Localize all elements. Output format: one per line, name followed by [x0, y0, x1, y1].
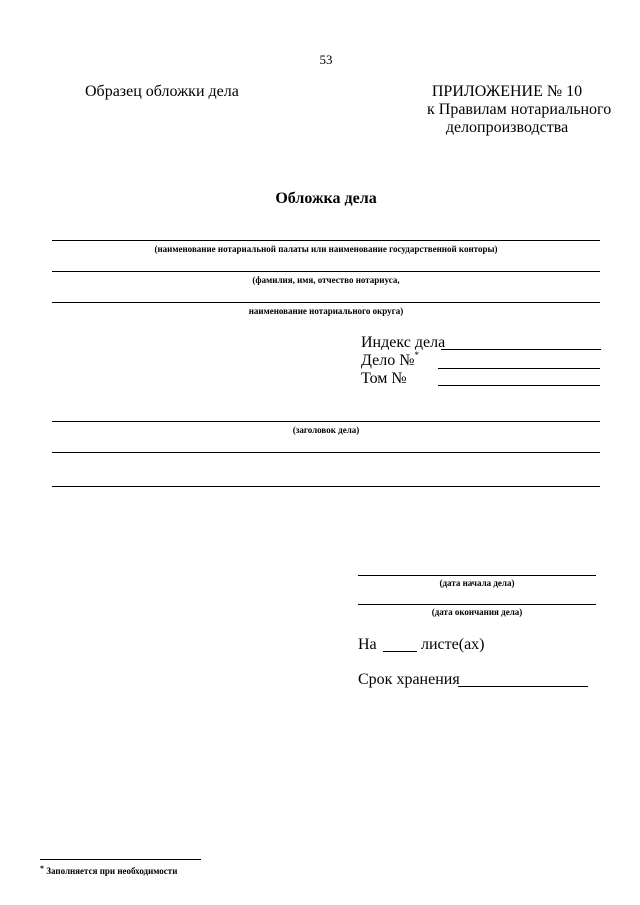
case-index-line: [441, 349, 601, 350]
sample-label: Образец обложки дела: [85, 83, 239, 100]
start-date-caption: (дата начала дела): [439, 578, 515, 588]
notary-name-caption: (фамилия, имя, отчество нотариуса,: [252, 275, 400, 285]
district-caption: наименование нотариального округа): [248, 306, 404, 316]
page-number: 53: [319, 52, 333, 67]
case-number-label: [361, 352, 419, 370]
case-number-line: [438, 368, 600, 369]
case-heading-line-3: [52, 486, 600, 487]
document-title: Обложка дела: [275, 190, 377, 207]
case-number-text: Дело №: [361, 352, 415, 369]
volume-line: [438, 385, 600, 386]
sheets-suffix: листе(ах): [421, 636, 485, 653]
case-number-footnote-mark: *: [414, 350, 419, 360]
case-heading-line-2: [52, 452, 600, 453]
appendix-rules-line: к Правилам нотариального: [427, 101, 612, 118]
retention-line: [458, 686, 588, 687]
footnote-separator: [40, 859, 201, 860]
footnote: [40, 866, 177, 876]
sheets-prefix: На: [358, 636, 377, 653]
case-index-label: Индекс дела: [361, 334, 446, 351]
appendix-rules-line-2: делопроизводства: [445, 119, 569, 136]
sheets-count-line: [383, 651, 417, 652]
volume-label: Том №: [361, 370, 407, 387]
appendix-block: [427, 83, 612, 137]
notary-name-line: [52, 271, 600, 272]
start-date-line: [358, 575, 596, 576]
district-line: [52, 302, 600, 303]
end-date-line: [358, 604, 596, 605]
retention-label: Срок хранения: [358, 671, 460, 688]
chamber-line: [52, 240, 600, 241]
appendix-title: ПРИЛОЖЕНИЕ № 10: [431, 83, 583, 100]
chamber-caption: (наименование нотариальной палаты или наименование государственной конторы): [154, 244, 498, 254]
footnote-text: Заполняется при необходимости: [46, 866, 178, 876]
footnote-mark: *: [40, 864, 44, 873]
end-date-caption: (дата окончания дела): [431, 607, 523, 617]
case-heading-line: [52, 421, 600, 422]
case-heading-caption: (заголовок дела): [292, 425, 360, 435]
